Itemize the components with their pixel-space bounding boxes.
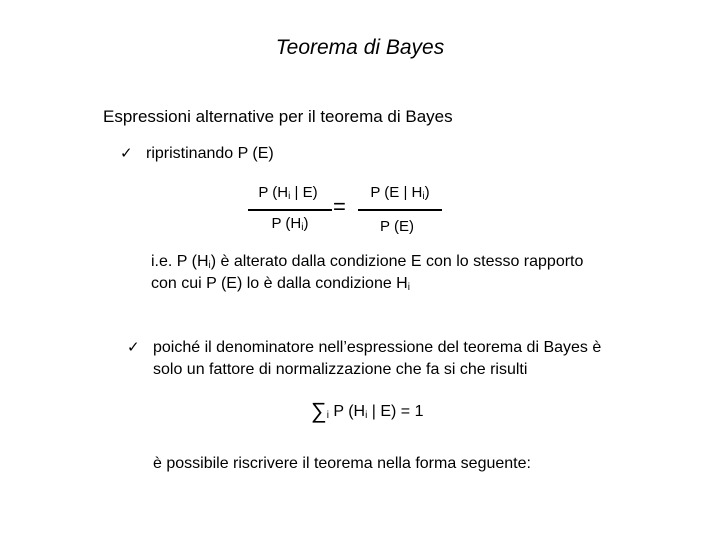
section-heading: Espressioni alternative per il teorema di Bayes — [103, 107, 453, 126]
checkmark-icon: ✓ — [127, 338, 140, 356]
bullet-2-line-1: poiché il denominatore nell’espressione del teorema di Bayes è — [153, 339, 602, 356]
left-fraction-bar — [248, 209, 332, 211]
bullet-item-1 — [120, 144, 274, 163]
left-denominator: P $(H_i)$ — [271, 215, 309, 233]
explanation-line-2: con cui P (E) lo è dalla condizione $H_i$ — [151, 275, 410, 293]
page-title: Teorema di Bayes — [275, 36, 445, 59]
right-numerator: P (E | $H_i$) — [370, 184, 430, 202]
checkmark-icon: ✓ — [120, 144, 133, 162]
bullet-item-2 — [127, 336, 601, 381]
bullet-2-line-2: solo un fattore di normalizzazione che fa si che risulti — [153, 361, 528, 378]
bullet-1-text: ripristinando P (E) — [146, 145, 274, 162]
final-statement: è possibile riscrivere il teorema nella forma seguente: — [153, 455, 531, 472]
sigma-symbol: ∑ — [311, 398, 327, 423]
sum-formula: $\sum_i$ P ($H_i$ | E) = 1 — [311, 398, 424, 423]
left-numerator: P ($H_i$ | E) — [258, 184, 318, 202]
equals-sign: = — [333, 194, 346, 219]
right-fraction-bar — [358, 209, 442, 211]
right-denominator: P (E) — [380, 218, 414, 235]
explanation-line-1: i.e. P $(H_i)$ è alterato dalla condizione E con lo stesso rapporto — [151, 253, 584, 271]
